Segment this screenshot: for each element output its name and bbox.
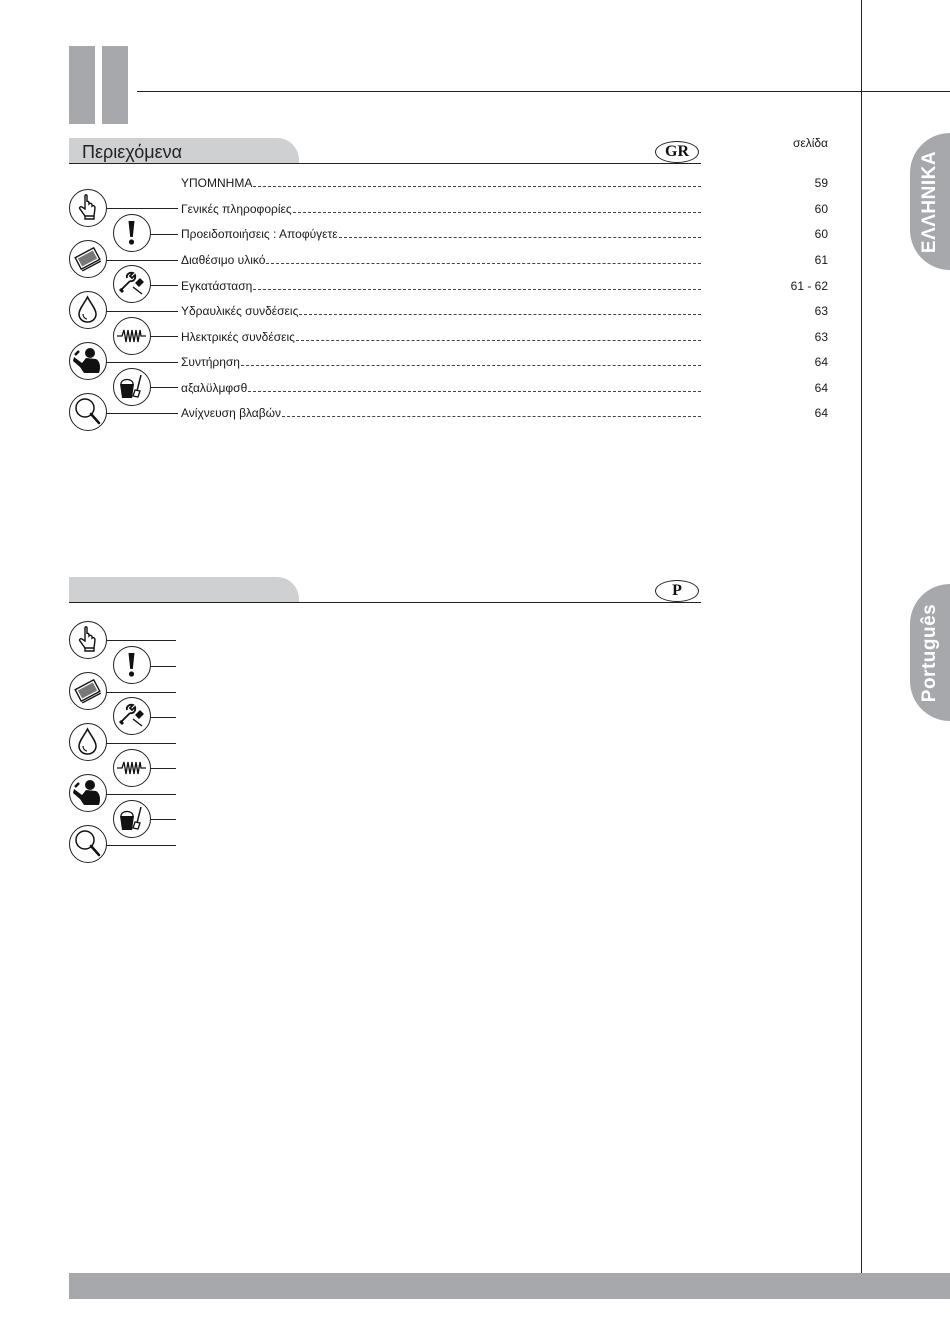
icon-leader-line xyxy=(106,413,178,414)
side-tab-greek[interactable] xyxy=(910,133,950,270)
bucket-shovel-icon xyxy=(113,800,151,838)
side-tab-greek-label: ΕΛΛΗΝΙΚΑ xyxy=(919,150,940,253)
toc-entry[interactable] xyxy=(181,227,701,241)
section-title-greek: Περιεχόμενα xyxy=(82,142,183,162)
toc-page-number: 64 xyxy=(814,355,828,369)
icon-leader-line xyxy=(150,387,178,388)
footer-bar xyxy=(69,1273,950,1299)
side-tab-portuguese[interactable] xyxy=(910,584,950,721)
icon-leader-line xyxy=(106,311,178,312)
icon-leader-line xyxy=(106,845,176,846)
tools-icon xyxy=(113,265,151,303)
pointing-hand-icon xyxy=(69,189,107,227)
toc-page-number: 63 xyxy=(814,304,828,318)
toc-entry-label: ΥΠΟΜΝΗΜΑ xyxy=(181,176,253,190)
toc-entry-label: Υδραυλικές συνδέσεις xyxy=(181,304,299,318)
toc-entry[interactable] xyxy=(181,304,701,318)
toc-page-number: 60 xyxy=(814,202,828,216)
toc-leader-dots xyxy=(339,237,701,238)
water-drop-icon xyxy=(69,723,107,761)
toc-entry[interactable] xyxy=(181,176,701,190)
icon-leader-line xyxy=(150,234,178,235)
toc-page-number: 60 xyxy=(814,227,828,241)
magnifier-icon xyxy=(69,825,107,863)
electric-wave-icon xyxy=(113,317,151,355)
section-header-portuguese xyxy=(69,577,299,603)
toc-leader-dots xyxy=(248,391,701,392)
toc-entry-label: Εγκατάσταση xyxy=(181,279,253,293)
section-header-rule-greek xyxy=(69,163,701,164)
bucket-shovel-icon xyxy=(113,368,151,406)
toc-leader-dots xyxy=(282,416,701,417)
toc-entry[interactable] xyxy=(181,406,701,420)
icon-leader-line xyxy=(106,743,176,744)
magnifier-icon xyxy=(69,393,107,431)
toc-leader-dots xyxy=(296,340,701,341)
toc-page-number: 59 xyxy=(814,176,828,190)
right-margin-rule xyxy=(861,0,862,1274)
toc-entry-label: Διαθέσιμο υλικό xyxy=(181,253,266,267)
pointing-hand-icon xyxy=(69,621,107,659)
water-drop-icon xyxy=(69,291,107,329)
toc-leader-dots xyxy=(266,263,701,264)
section-header-rule-portuguese xyxy=(69,602,701,603)
toc-entry[interactable] xyxy=(181,202,701,216)
electric-wave-icon xyxy=(113,749,151,787)
manual-book-icon xyxy=(69,240,107,278)
page-column-header: σελίδα xyxy=(792,136,828,150)
toc-entry[interactable] xyxy=(181,330,701,344)
maintenance-worker-icon xyxy=(69,774,107,812)
maintenance-worker-icon xyxy=(69,342,107,380)
icon-leader-line xyxy=(150,819,176,820)
toc-leader-dots xyxy=(299,314,701,315)
tools-icon xyxy=(113,697,151,735)
chapter-marker-left xyxy=(69,46,95,124)
language-badge-gr: GR xyxy=(655,141,699,163)
toc-page-number: 63 xyxy=(814,330,828,344)
toc-entry-label: Προειδοποιήσεις : Αποφύγετε xyxy=(181,227,338,241)
toc-leader-dots xyxy=(253,289,701,290)
toc-entry-label: Ανίχνευση βλαβών xyxy=(181,406,282,420)
icon-leader-line xyxy=(150,768,176,769)
toc-leader-dots xyxy=(253,186,701,187)
toc-entry[interactable] xyxy=(181,279,701,293)
toc-entry-label: Ηλεκτρικές συνδέσεις xyxy=(181,330,295,344)
toc-entry-label: αξαλϋλμφσθ xyxy=(181,381,248,395)
icon-leader-line xyxy=(150,285,178,286)
icon-leader-line xyxy=(106,640,176,641)
toc-entry[interactable] xyxy=(181,355,701,369)
icon-leader-line xyxy=(106,692,176,693)
toc-entry[interactable] xyxy=(181,381,701,395)
icon-leader-line xyxy=(106,794,176,795)
icon-leader-line xyxy=(106,260,178,261)
toc-leader-dots xyxy=(241,365,701,366)
language-badge-p: P xyxy=(655,580,699,602)
icon-leader-line xyxy=(106,362,178,363)
chapter-marker-right xyxy=(102,46,128,124)
exclamation-icon xyxy=(113,646,151,684)
icon-leader-line xyxy=(150,336,178,337)
toc-entry[interactable] xyxy=(181,253,701,267)
toc-page-number: 61 - 62 xyxy=(790,279,828,293)
toc-entry-label: Συντήρηση xyxy=(181,355,240,369)
toc-leader-dots xyxy=(293,212,701,213)
exclamation-icon xyxy=(113,214,151,252)
icon-leader-line xyxy=(150,717,176,718)
toc-entry-label: Γενικές πληροφορίες xyxy=(181,202,292,216)
icon-leader-line xyxy=(150,666,176,667)
icon-leader-line xyxy=(106,208,178,209)
toc-page-number: 64 xyxy=(814,381,828,395)
manual-book-icon xyxy=(69,672,107,710)
side-tab-portuguese-label: Português xyxy=(919,603,940,702)
top-rule xyxy=(137,91,950,92)
toc-page-number: 64 xyxy=(814,406,828,420)
toc-page-number: 61 xyxy=(814,253,828,267)
